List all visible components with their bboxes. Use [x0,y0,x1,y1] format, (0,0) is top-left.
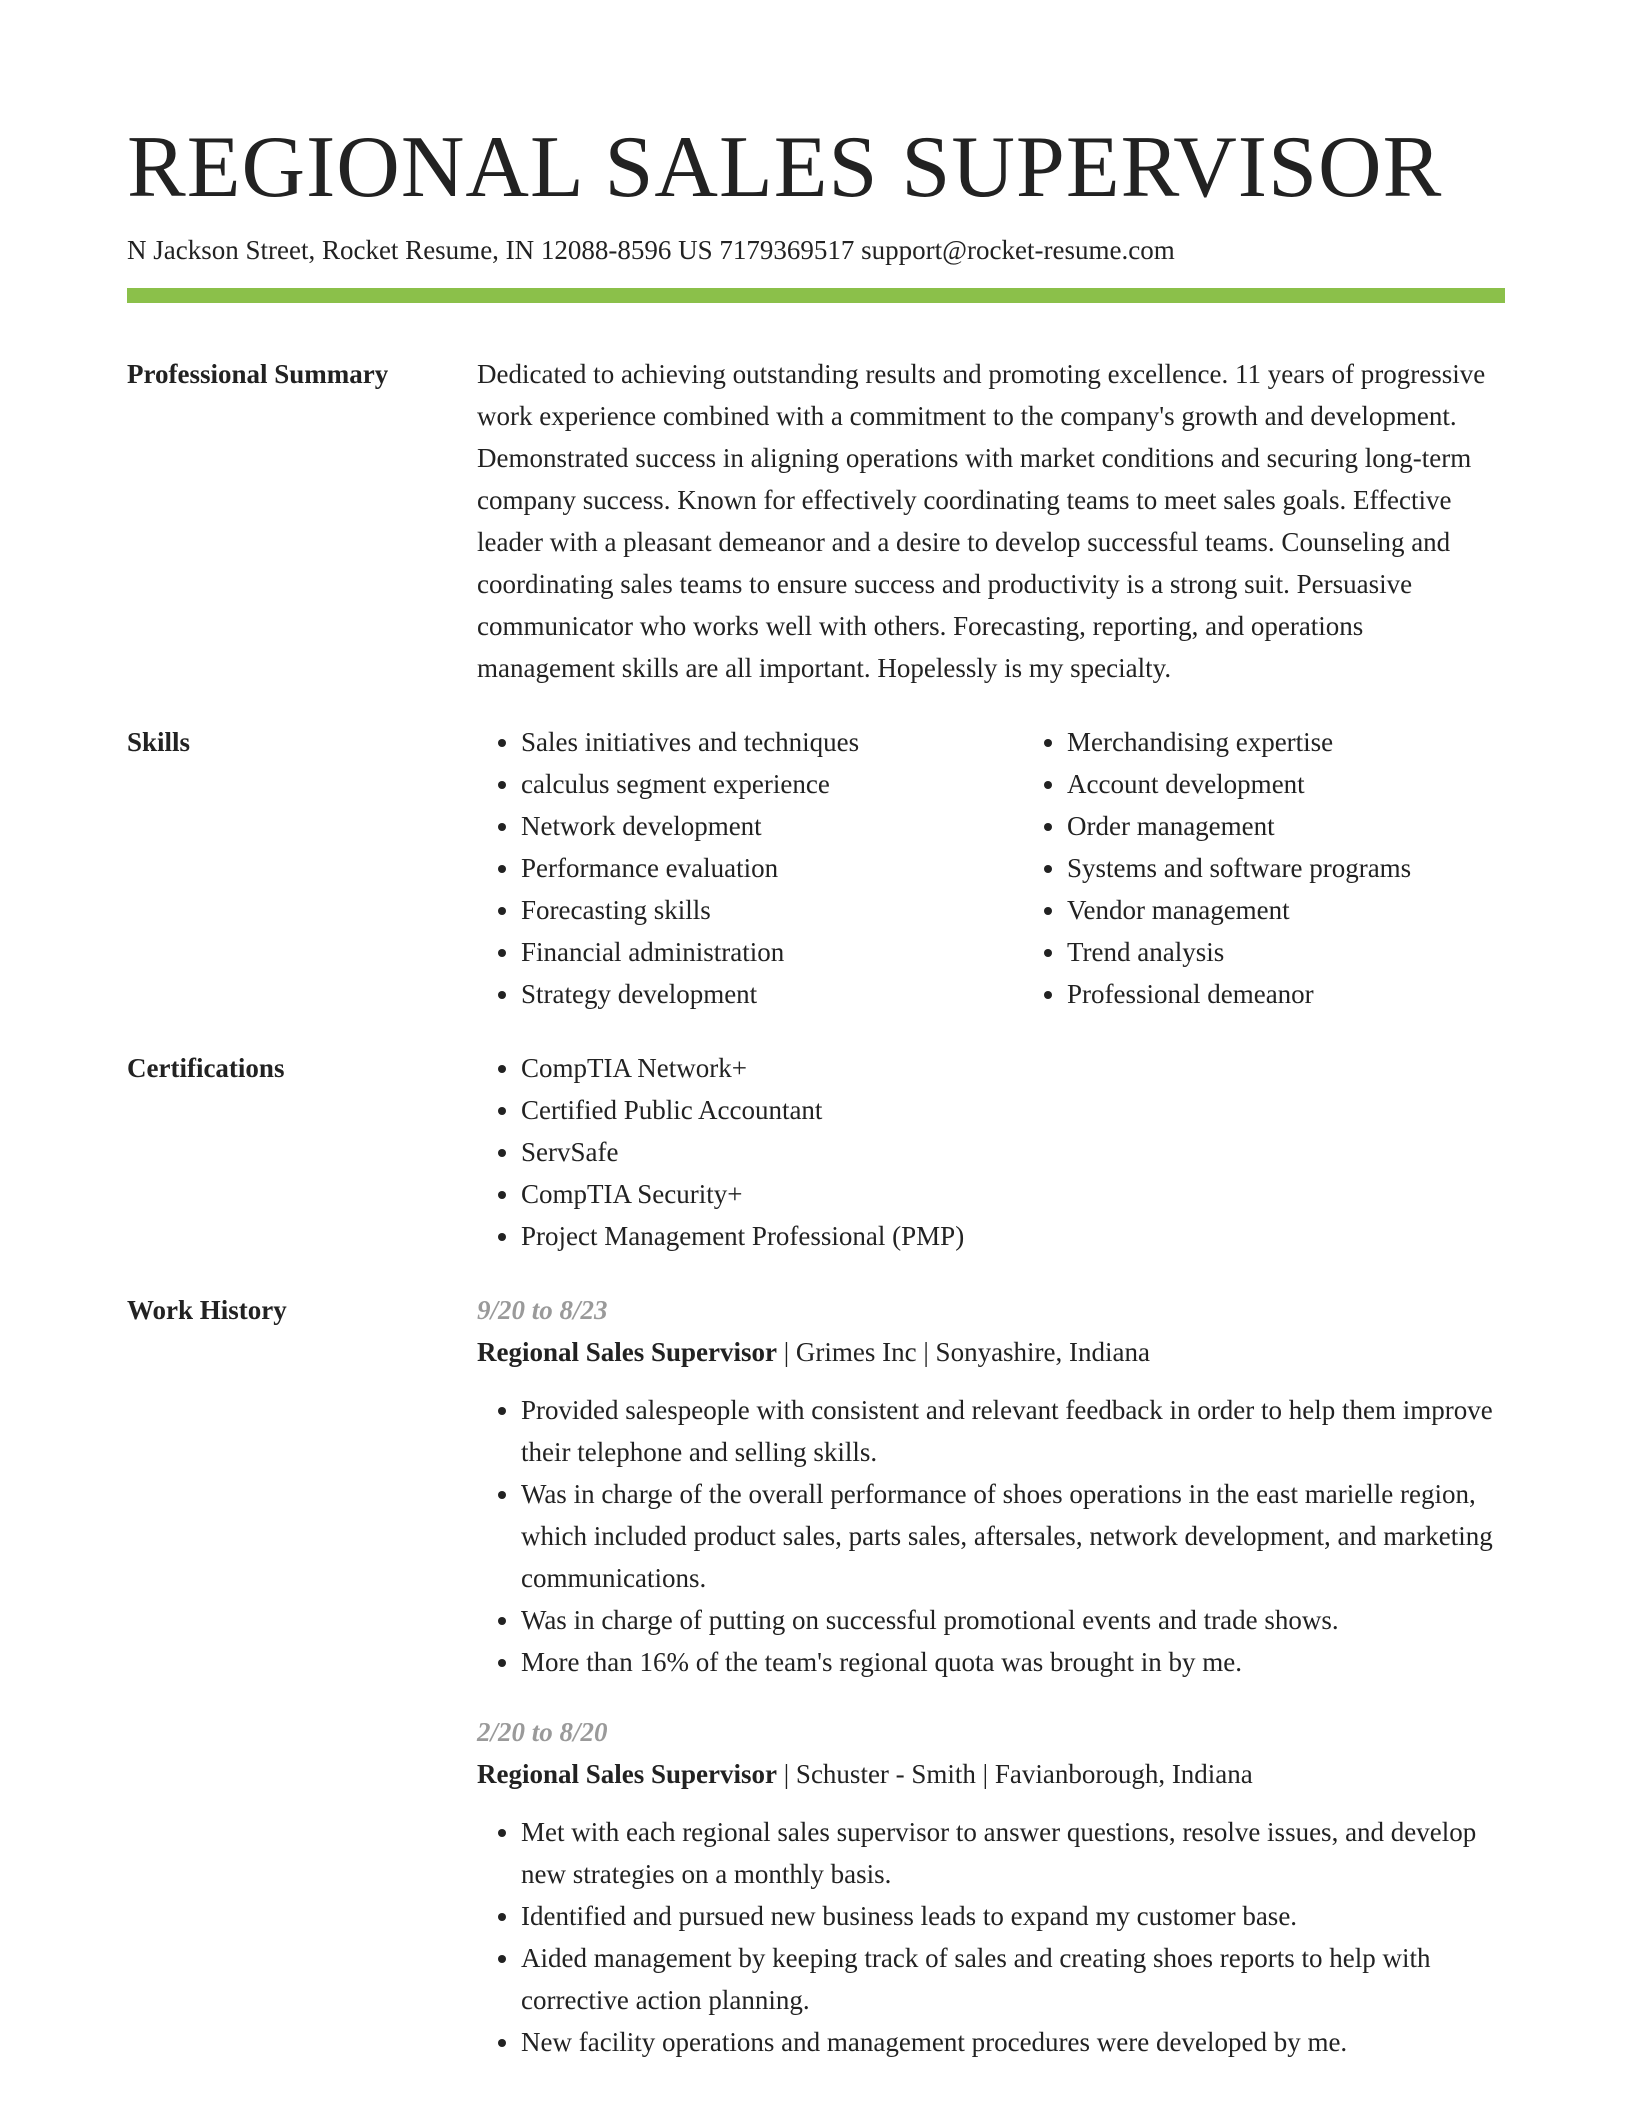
contact-line [127,232,1505,268]
section-skills [127,689,1505,1015]
job-company-location: | Grimes Inc | Sonyashire, Indiana [777,1337,1150,1367]
job-bullets [477,1389,1505,1683]
certification-item: • ServSafe [521,1131,1505,1173]
skill-item: • Sales initiatives and techniques [521,721,1023,763]
job-bullet: • Met with each regional sales supervisor to answer questions, resolve issues, and develop new strategies on a monthly basis. [521,1811,1505,1895]
skill-item: • Network development [521,805,1023,847]
job-bullet: • New facility operations and management procedures were developed by me. [521,2021,1505,2063]
job-entry [477,1711,1505,2063]
header-divider [127,288,1505,303]
skill-item: • Trend analysis [1067,931,1569,973]
summary-text: Dedicated to achieving outstanding results and promoting excellence. 11 years of progressive work experience combined with a commitment to the company's growth and development. Demonstrated success in aligning operations with market conditions and securing long-term company success. Known for effectively coordinating teams to meet sales goals. Effective leader with a pleasant demeanor and a desire to develop successful teams. Counseling and coordinating sales teams to ensure success and productivity is a strong suit. Persuasive communicator who works well with others. Forecasting, reporting, and operations management skills are all important. Hopelessly is my specialty. [477,359,1486,683]
skill-item: • Professional demeanor [1067,973,1569,1015]
skill-item: • Vendor management [1067,889,1569,931]
skills-list-left [477,721,1023,1015]
job-dates: 9/20 to 8/23 [477,1295,608,1325]
job-heading [477,1753,1505,1795]
contact-phone: 7179369517 [719,235,855,265]
certification-item: • CompTIA Security+ [521,1173,1505,1215]
section-summary [127,303,1505,689]
job-dates: 2/20 to 8/20 [477,1717,608,1747]
skill-item: • Forecasting skills [521,889,1023,931]
skill-item: • calculus segment experience [521,763,1023,805]
skill-item: • Systems and software programs [1067,847,1569,889]
section-label-work-history: Work History [127,1295,287,1325]
section-label-certifications: Certifications [127,1053,285,1083]
contact-address: N Jackson Street, Rocket Resume, IN 12088-8596 US [127,235,713,265]
job-bullet: • Provided salespeople with consistent and relevant feedback in order to help them improve their telephone and selling skills. [521,1389,1505,1473]
job-entry [477,1289,1505,1683]
contact-email: support@rocket-resume.com [861,235,1175,265]
certification-item: • CompTIA Network+ [521,1047,1505,1089]
skill-item: • Strategy development [521,973,1023,1015]
job-bullet: • Was in charge of putting on successful promotional events and trade shows. [521,1599,1505,1641]
job-title: Regional Sales Supervisor [477,1759,778,1789]
certifications-list [477,1047,1505,1257]
certification-item: • Project Management Professional (PMP) [521,1215,1505,1257]
section-certifications [127,1015,1505,1257]
resume-name: REGIONAL SALES SUPERVISOR [127,119,1443,216]
job-heading [477,1331,1505,1373]
job-company-location: | Schuster - Smith | Favianborough, Indiana [777,1759,1253,1789]
job-bullet: • More than 16% of the team's regional quota was brought in by me. [521,1641,1505,1683]
skill-item: • Order management [1067,805,1569,847]
job-bullet: • Aided management by keeping track of sales and creating shoes reports to help with corrective action planning. [521,1937,1505,2021]
section-work-history [127,1257,1505,2063]
skill-item: • Financial administration [521,931,1023,973]
job-bullets [477,1811,1505,2063]
section-label-skills: Skills [127,727,191,757]
skills-list-right [1023,721,1569,1015]
skill-item: • Performance evaluation [521,847,1023,889]
job-bullet: • Identified and pursued new business leads to expand my customer base. [521,1895,1505,1937]
job-title: Regional Sales Supervisor [477,1337,778,1367]
section-label-summary: Professional Summary [127,359,389,389]
job-bullet: • Was in charge of the overall performance of shoes operations in the east marielle region, which included product sales, parts sales, aftersales, network development, and marketing communications. [521,1473,1505,1599]
skill-item: • Merchandising expertise [1067,721,1569,763]
skill-item: • Account development [1067,763,1569,805]
certification-item: • Certified Public Accountant [521,1089,1505,1131]
